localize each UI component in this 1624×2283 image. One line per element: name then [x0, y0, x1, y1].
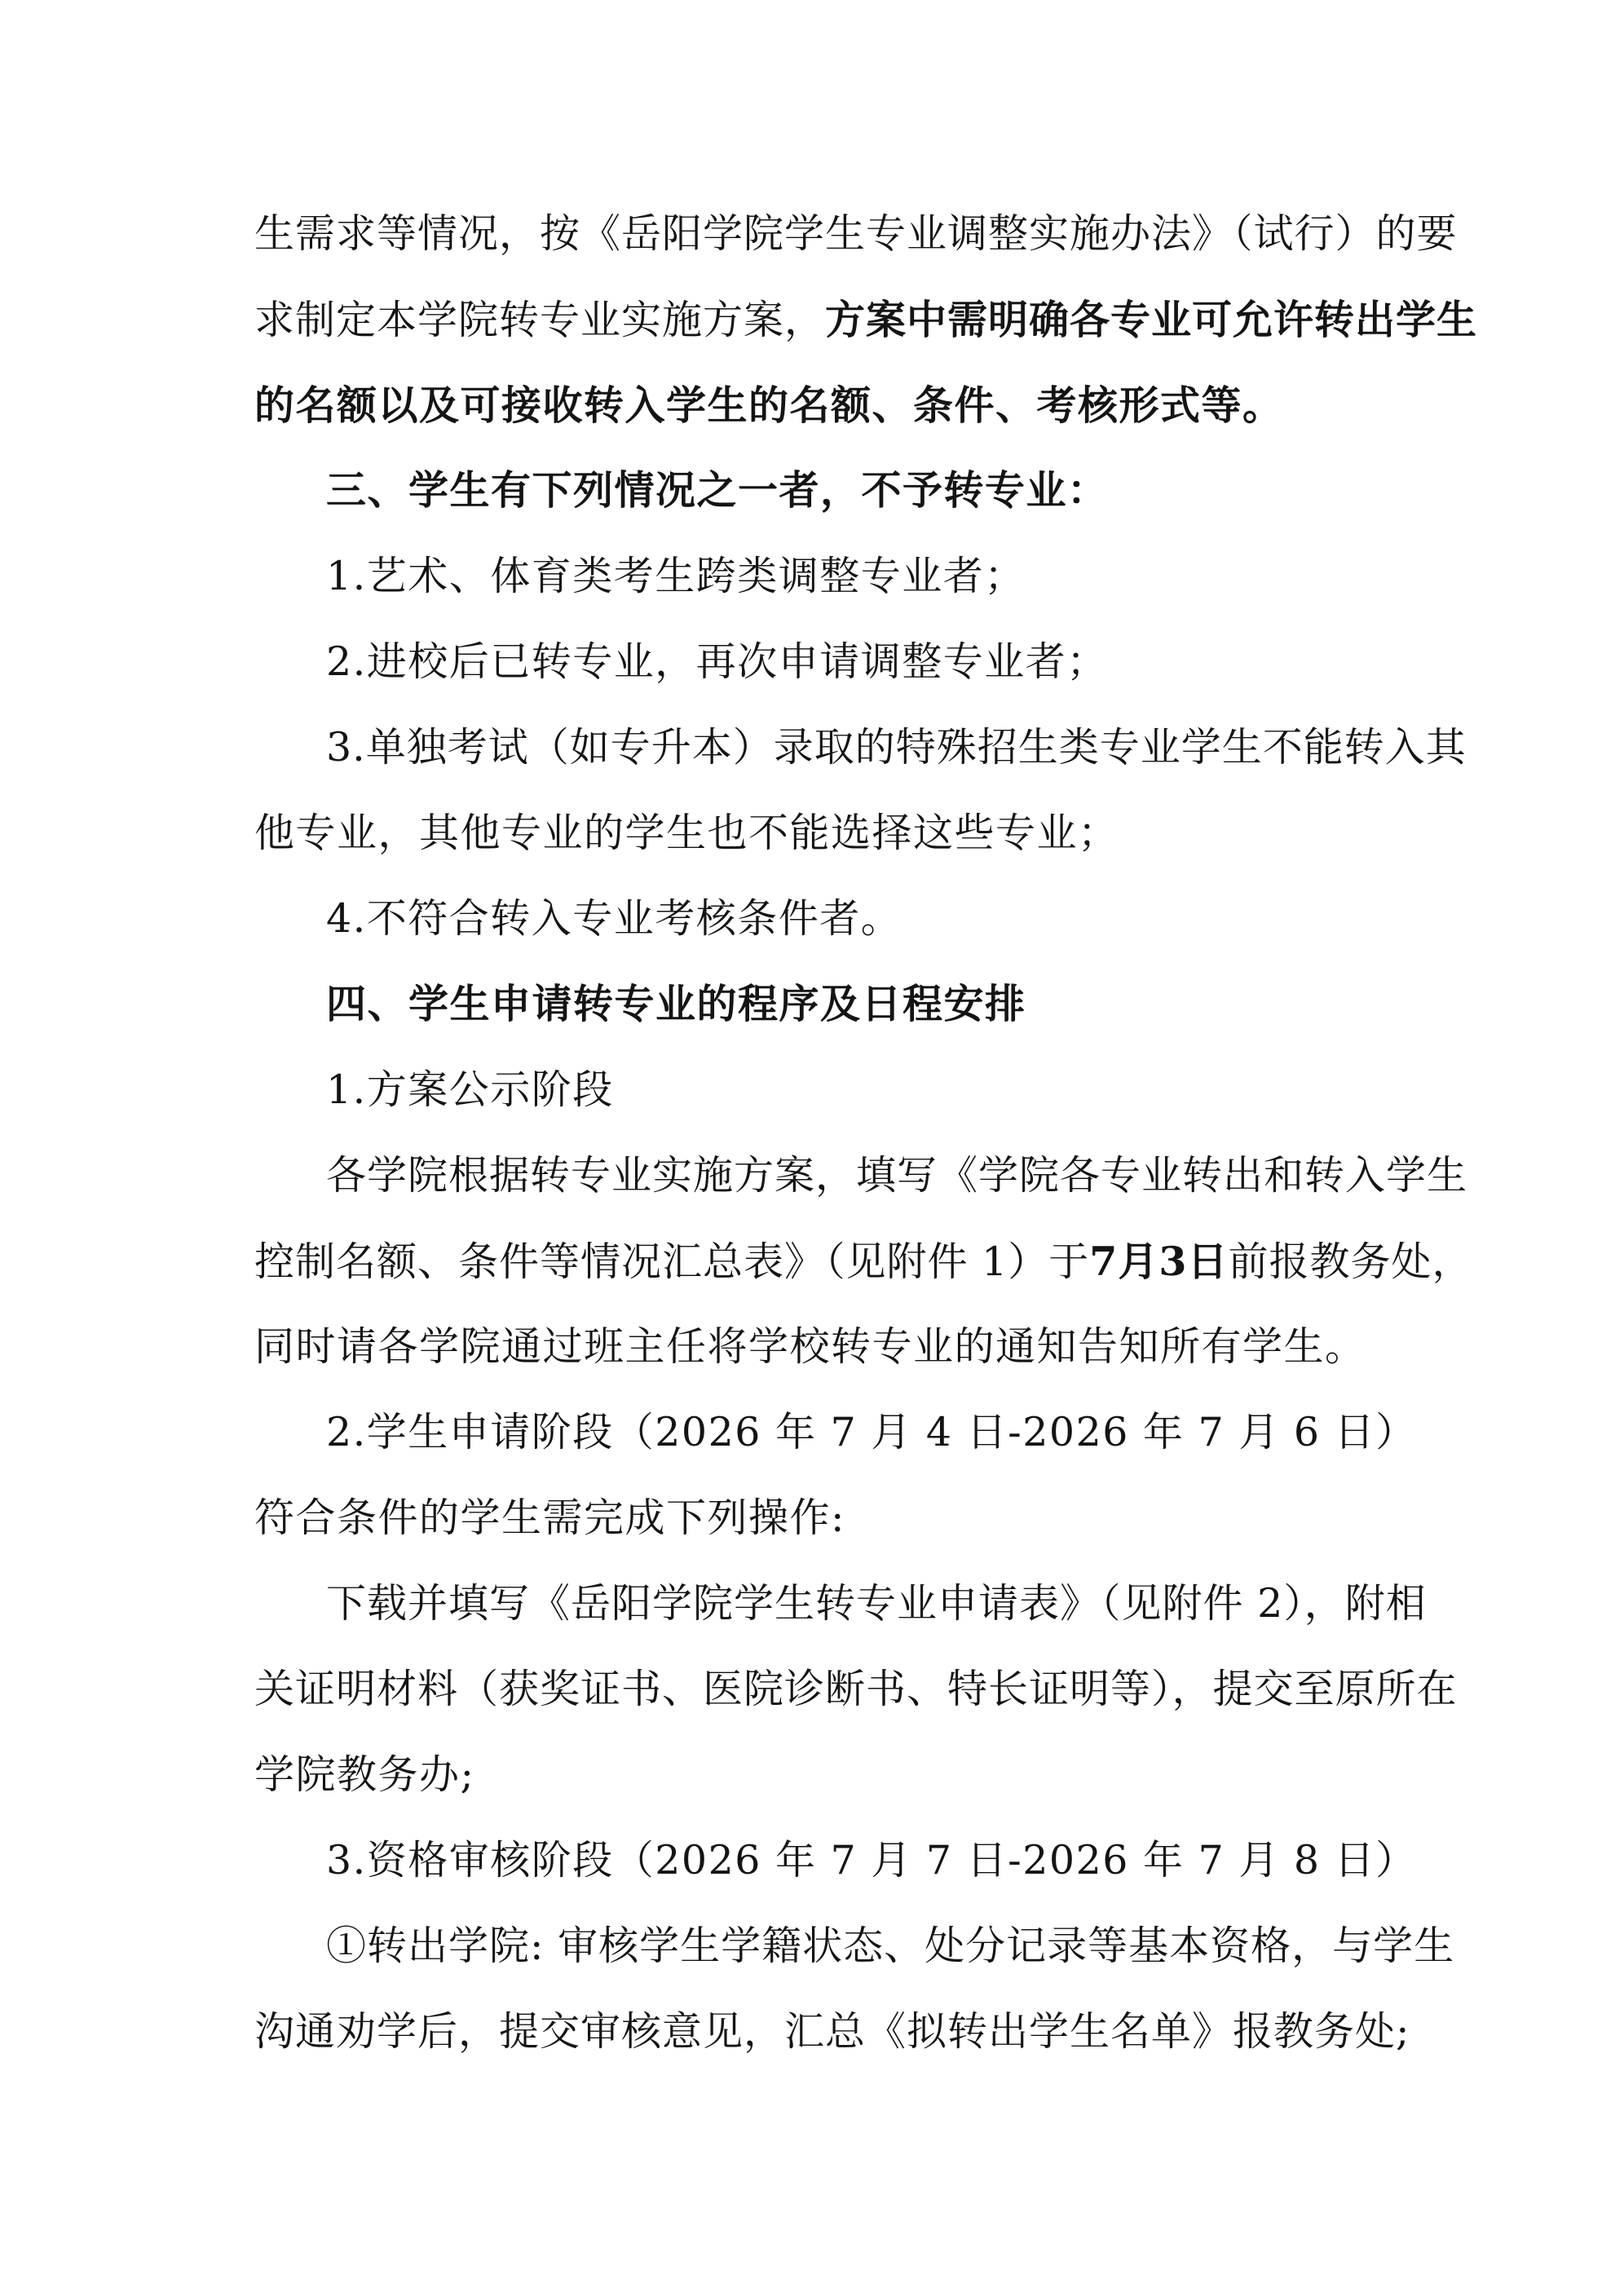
subheading: 2.学生申请阶段（2026 年 7 月 4 日-2026 年 7 月 6 日） — [326, 1409, 1417, 1455]
list-item: 1.艺术、体育类考生跨类调整专业者； — [326, 553, 1026, 599]
paragraph-line: 符合条件的学生需完成下列操作: — [254, 1495, 846, 1541]
text-run: 前报教务处， — [1228, 1239, 1473, 1285]
paragraph-line — [254, 1237, 1473, 1287]
paragraph-line: 关证明材料（获奖证书、医院诊断书、特长证明等），提交至原所在 — [254, 1666, 1458, 1712]
section-heading-4: 四、学生申请转专业的程序及日程安排 — [326, 981, 1026, 1027]
list-item-continuation: 他专业，其他专业的学生也不能选择这些专业； — [254, 810, 1119, 856]
paragraph-line: 下载并填写《岳阳学院学生转专业申请表》（见附件 2），附相 — [326, 1580, 1427, 1627]
paragraph-line: 同时请各学院通过班主任将学校转专业的通知告知所有学生。 — [254, 1323, 1366, 1370]
bold-paragraph-line: 的名额以及可接收转入学生的名额、条件、考核形式等。 — [254, 382, 1284, 429]
bold-text-run: 方案中需明确各专业可允许转出学生 — [825, 296, 1478, 343]
list-item: 3.单独考试（如专升本）录取的特殊招生类专业学生不能转入其 — [326, 724, 1467, 771]
paragraph-line — [254, 295, 1478, 345]
paragraph-line: 各学院根据转专业实施方案，填写《学院各专业转出和转入学生 — [326, 1152, 1468, 1199]
list-item: 4.不符合转入专业考核条件者。 — [326, 895, 902, 942]
text-run: 求制定本学院转专业实施方案， — [254, 297, 826, 343]
paragraph-line: 沟通劝学后，提交审核意见，汇总《拟转出学生名单》报教务处; — [254, 2008, 1410, 2055]
text-run: 控制名额、条件等情况汇总表》（见附件 1）于 — [254, 1239, 1090, 1285]
deadline-date: 7月3日 — [1089, 1238, 1229, 1285]
subheading: 3.资格审核阶段（2026 年 7 月 7 日-2026 年 7 月 8 日） — [326, 1837, 1417, 1883]
paragraph-line: 生需求等情况，按《岳阳学院学生专业调整实施办法》（试行）的要 — [254, 210, 1458, 257]
section-heading-3: 三、学生有下列情况之一者，不予转专业： — [326, 467, 1109, 514]
paragraph-line: ①转出学院: 审核学生学籍状态、处分记录等基本资格，与学生 — [326, 1923, 1455, 1969]
subheading: 1.方案公示阶段 — [326, 1066, 614, 1113]
list-item: 2.进校后已转专业，再次申请调整专业者； — [326, 638, 1108, 685]
paragraph-line: 学院教务办; — [254, 1751, 475, 1798]
